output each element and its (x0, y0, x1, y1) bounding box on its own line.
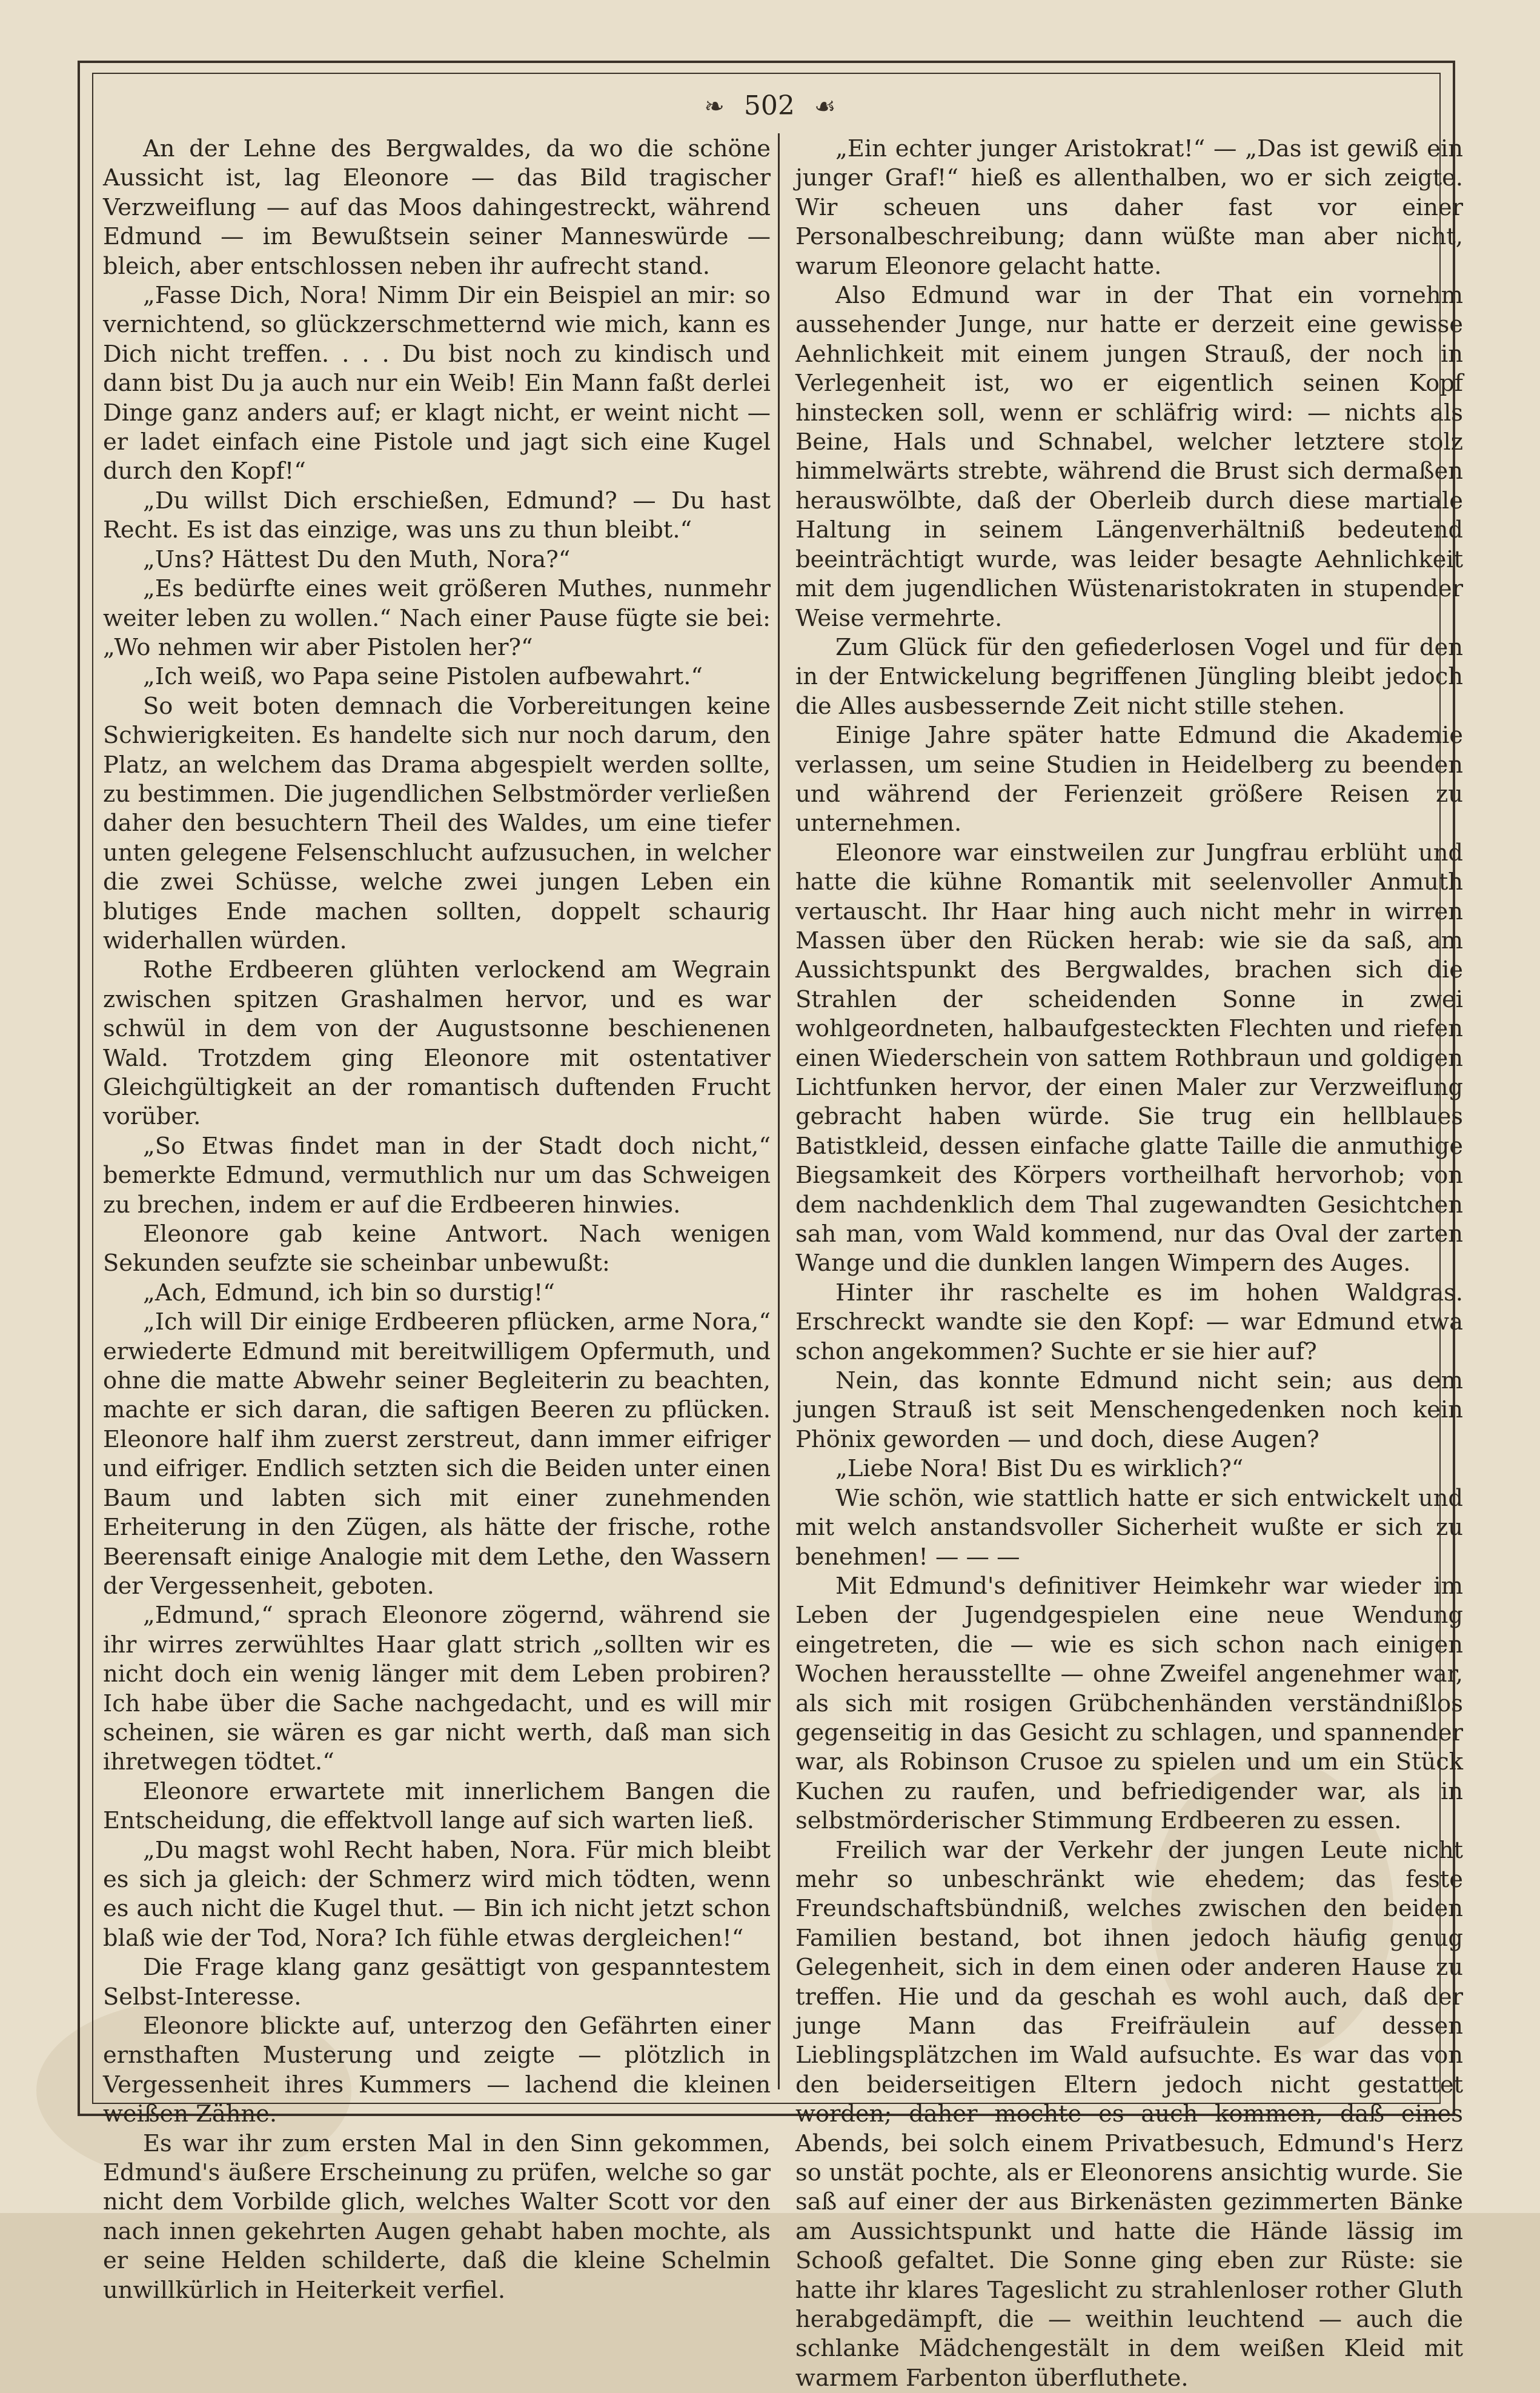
paragraph: Also Edmund war in der That ein vornehm aussehender Junge, nur hatte er derzeit eine gewisse Aehnlichkeit mit einem jungen Strauß, der noch in Verlegenheit ist, wo er eigentlich seinen Kopf hinstecken soll, wenn er schläfrig wird: — nichts als Beine, Hals und Schnabel, welcher letztere stolz himmelwärts strebte, während die Brust sich dermaßen herauswölbte, daß der Oberleib durch diese martiale Haltung in seinem Längenverhältniß bedeutend beeinträchtigt wurde, was leider besagte Aehnlichkeit mit dem jugendlichen Wüstenaristokraten in stupender Weise vermehrte. (795, 282, 1463, 632)
paragraph: Wie schön, wie stattlich hatte er sich entwickelt und mit welch anstandsvoller Sicherheit wußte er sich zu benehmen! — — — (795, 1484, 1463, 1571)
paragraph: „Uns? Hättest Du den Muth, Nora?“ (143, 545, 571, 573)
paragraph: An der Lehne des Bergwaldes, da wo die schöne Aussicht ist, lag Eleonore — das Bild tragischer Verzweiflung — auf das Moos dahingestreckt, während Edmund — im Bewußtsein seiner Manneswürde — bleich, aber entschlossen neben ihr aufrecht stand. (103, 135, 771, 280)
paragraph: Rothe Erdbeeren glühten verlockend am Wegrain zwischen spitzen Grashalmen hervor, und es war schwül in dem von der Augustsonne beschienenen Wald. Trotzdem ging Eleonore mit ostentativer Gleichgültigkeit an der romantisch duftenden Frucht vorüber. (103, 956, 771, 1131)
paragraph: Einige Jahre später hatte Edmund die Akademie verlassen, um seine Studien in Heidelberg zu beenden und während der Ferienzeit größere Reisen zu unternehmen. (795, 722, 1463, 837)
paragraph: „Ach, Edmund, ich bin so durstig!“ (143, 1279, 555, 1306)
paragraph: „Ich will Dir einige Erdbeeren pflücken, arme Nora,“ erwiederte Edmund mit bereitwilligem Opfermuth, und ohne die matte Abwehr seiner Begleiterin zu beachten, machte er sich daran, die saftigen Beeren zu pflücken. Eleonore half ihm zuerst zerstreut, dann immer eifriger und eifriger. Endlich setzten sich die Beiden unter einen Baum und labten sich mit einer zunehmenden Erheiterung in den Zügen, als hätte der frische, rothe Beerensaft einige Analogie mit dem Lethe, den Wassern der Vergessenheit, geboten. (103, 1308, 771, 1600)
paragraph: „Ein echter junger Aristokrat!“ — „Das ist gewiß ein junger Graf!“ hieß es allenthalben, wo er sich zeigte. Wir scheuen uns daher fast vor einer Personalbeschreibung; dann wüßte man aber nicht, warum Eleonore gelacht hatte. (795, 135, 1463, 280)
paragraph: Eleonore blickte auf, unterzog den Gefährten einer ernsthaften Musterung und zeigte — plötzlich in Vergessenheit ihres Kummers — lachend die kleinen weißen Zähne. (103, 2012, 771, 2128)
left-column (103, 135, 771, 2304)
ornament-right-icon: ☙ (814, 93, 836, 121)
paragraph: „Edmund,“ sprach Eleonore zögernd, während sie ihr wirres zerwühltes Haar glatt strich „sollten wir es nicht doch ein wenig länger mit dem Leben probiren? Ich habe über die Sache nachgedacht, und es will mir scheinen, sie wären es gar nicht werth, daß man sich ihretwegen tödtet.“ (103, 1602, 771, 1776)
paragraph: Zum Glück für den gefiederlosen Vogel und für den in der Entwickelung begriffenen Jüngling bleibt jedoch die Alles ausbessernde Zeit nicht stille stehen. (795, 633, 1463, 720)
paragraph: Eleonore war einstweilen zur Jungfrau erblüht und hatte die kühne Romantik mit seelenvoller Anmuth vertauscht. Ihr Haar hing auch nicht mehr in wirren Massen über den Rücken herab: wie sie da saß, am Aussichtspunkt des Bergwaldes, brachen sich die Strahlen der scheidenden Sonne in zwei wohlgeordneten, halbaufgesteckten Flechten und riefen einen Wiederschein von sattem Rothbraun und goldigen Lichtfunken hervor, der einen Maler zur Verzweiflung gebracht haben würde. Sie trug ein hellblaues Batistkleid, dessen einfache glatte Taille die anmuthige Biegsamkeit des Körpers vortheilhaft hervorhob; von dem nachdenklich dem Thal zugewandten Gesichtchen sah man, vom Wald kommend, nur das Oval der zarten Wange und die dunklen langen Wimpern des Auges. (795, 839, 1463, 1277)
paragraph: „Liebe Nora! Bist Du es wirklich?“ (835, 1455, 1244, 1483)
paragraph: Freilich war der Verkehr der jungen Leute nicht mehr so unbeschränkt wie ehedem; das feste Freundschaftsbündniß, welches zwischen den beiden Familien bestand, bot ihnen jedoch häufig genug Gelegenheit, sich in dem einen oder anderen Hause zu treffen. Hie und da geschah es wohl auch, daß der junge Mann das Freifräulein auf dessen Lieblingsplätzchen im Wald aufsuchte. Es war das von den beiderseitigen Eltern jedoch nicht gestattet worden; daher mochte es auch kommen, daß eines Abends, bei solch einem Privatbesuch, Edmund's Herz so unstät pochte, als er Eleonorens ansichtig wurde. Sie saß auf einer der aus Birkenästen gezimmerten Bänke am Aussichtspunkt und hatte die Hände lässig im Schooß gefaltet. Die Sonne ging eben zur Rüste: sie hatte ihr klares Tageslicht zu strahlenloser rother Gluth herabgedämpft, die — weithin leuchtend — auch die schlanke Mädchengestält in dem weißen Kleid mit warmem Farbenton überfluthete. (795, 1836, 1463, 2392)
page-number: 502 (743, 90, 795, 121)
paragraph: Eleonore gab keine Antwort. Nach wenigen Sekunden seufzte sie scheinbar unbewußt: (103, 1220, 771, 1277)
paragraph: „Du magst wohl Recht haben, Nora. Für mich bleibt es sich ja gleich: der Schmerz wird mich tödten, wenn es auch nicht die Kugel thut. — Bin ich nicht jetzt schon blaß wie der Tod, Nora? Ich fühle etwas dergleichen!“ (103, 1836, 771, 1952)
paragraph: „Es bedürfte eines weit größeren Muthes, nunmehr weiter leben zu wollen.“ Nach einer Pause fügte sie bei: „Wo nehmen wir aber Pistolen her?“ (103, 575, 771, 661)
paragraph: Hinter ihr raschelte es im hohen Waldgras. Erschreckt wandte sie den Kopf: — war Edmund etwa schon angekommen? Suchte er sie hier auf? (795, 1279, 1463, 1365)
paragraph: Die Frage klang ganz gesättigt von gespanntestem Selbst-Interesse. (103, 1954, 771, 2011)
paragraph: „Du willst Dich erschießen, Edmund? — Du hast Recht. Es ist das einzige, was uns zu thun bleibt.“ (103, 487, 771, 544)
paragraph: Nein, das konnte Edmund nicht sein; aus dem jungen Strauß ist seit Menschengedenken noch kein Phönix geworden — und doch, diese Augen? (795, 1367, 1463, 1453)
page-header (0, 85, 1540, 127)
paragraph: So weit boten demnach die Vorbereitungen keine Schwierigkeiten. Es handelte sich nur noch darum, den Platz, an welchem das Drama abgespielt werden sollte, zu bestimmen. Die jugendlichen Selbstmörder verließen daher den besuchtern Theil des Waldes, um eine tiefer unten gelegene Felsenschlucht aufzusuchen, in welcher die zwei Schüsse, welche zwei jungen Leben ein blutiges Ende machen sollten, doppelt schaurig widerhallen würden. (103, 692, 771, 954)
ornament-left-icon: ❧ (704, 93, 725, 121)
paragraph: „Fasse Dich, Nora! Nimm Dir ein Beispiel an mir: so vernichtend, so glückzerschmetternd wie mich, kann es Dich nicht treffen. . . . Du bist noch zu kindisch und dann bist Du ja auch nur ein Weib! Ein Mann faßt derlei Dinge ganz anders auf; er klagt nicht, er weint nicht — er ladet einfach eine Pistole und jagt sich eine Kugel durch den Kopf!“ (103, 282, 771, 485)
column-divider (778, 133, 780, 2089)
paragraph: Eleonore erwartete mit innerlichem Bangen die Entscheidung, die effektvoll lange auf sich warten ließ. (103, 1777, 771, 1835)
paragraph: Es war ihr zum ersten Mal in den Sinn gekommen, Edmund's äußere Erscheinung zu prüfen, welche so gar nicht dem Vorbilde glich, welches Walter Scott vor den nach innen gekehrten Augen gehabt haben mochte, als er seine Helden schilderte, daß die kleine Schelmin unwillkürlich in Heiterkeit verfiel. (103, 2129, 771, 2304)
right-column (795, 135, 1463, 2392)
paragraph: „So Etwas findet man in der Stadt doch nicht,“ bemerkte Edmund, vermuthlich nur um das Schweigen zu brechen, indem er auf die Erdbeeren hinwies. (103, 1132, 771, 1219)
paragraph: „Ich weiß, wo Papa seine Pistolen aufbewahrt.“ (143, 663, 703, 691)
paragraph: Mit Edmund's definitiver Heimkehr war wieder im Leben der Jugendgespielen eine neue Wendung eingetreten, die — wie es sich schon nach einigen Wochen herausstellte — ohne Zweifel angenehmer war, als sich mit rosigen Grübchenhänden verständnißlos gegenseitig in das Gesicht zu schlagen, und spannender war, als Robinson Crusoe zu spielen und um ein Stück Kuchen zu raufen, und befriedigender war, als in selbstmörderischer Stimmung Erdbeeren zu essen. (795, 1572, 1463, 1835)
